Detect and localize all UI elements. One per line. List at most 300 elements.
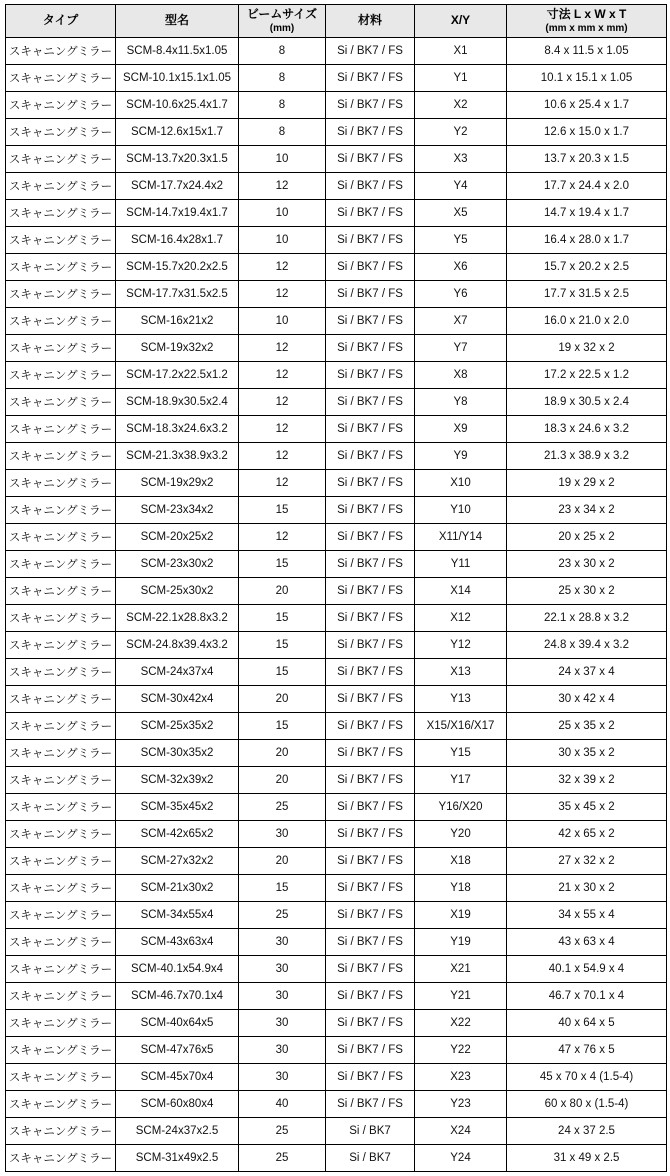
table-row bbox=[6, 335, 667, 362]
cell-type: スキャニングミラー bbox=[6, 578, 116, 605]
cell-beam-size: 12 bbox=[239, 335, 326, 362]
cell-material: Si / BK7 / FS bbox=[326, 254, 415, 281]
cell-type: スキャニングミラー bbox=[6, 659, 116, 686]
cell-dimensions: 17.7 x 31.5 x 2.5 bbox=[507, 281, 667, 308]
cell-type: スキャニングミラー bbox=[6, 902, 116, 929]
cell-beam-size: 8 bbox=[239, 119, 326, 146]
cell-material: Si / BK7 / FS bbox=[326, 956, 415, 983]
cell-model: SCM-31x49x2.5 bbox=[116, 1145, 239, 1172]
cell-beam-size: 10 bbox=[239, 200, 326, 227]
cell-material: Si / BK7 / FS bbox=[326, 416, 415, 443]
cell-dimensions: 15.7 x 20.2 x 2.5 bbox=[507, 254, 667, 281]
cell-model: SCM-46.7x70.1x4 bbox=[116, 983, 239, 1010]
cell-dimensions: 8.4 x 11.5 x 1.05 bbox=[507, 38, 667, 65]
cell-type: スキャニングミラー bbox=[6, 335, 116, 362]
cell-dimensions: 31 x 49 x 2.5 bbox=[507, 1145, 667, 1172]
cell-dimensions: 18.9 x 30.5 x 2.4 bbox=[507, 389, 667, 416]
cell-xy: Y21 bbox=[415, 983, 507, 1010]
cell-xy: X19 bbox=[415, 902, 507, 929]
table-row bbox=[6, 686, 667, 713]
cell-material: Si / BK7 / FS bbox=[326, 767, 415, 794]
cell-beam-size: 30 bbox=[239, 821, 326, 848]
cell-type: スキャニングミラー bbox=[6, 65, 116, 92]
cell-xy: Y10 bbox=[415, 497, 507, 524]
cell-dimensions: 42 x 65 x 2 bbox=[507, 821, 667, 848]
cell-model: SCM-60x80x4 bbox=[116, 1091, 239, 1118]
cell-beam-size: 25 bbox=[239, 1145, 326, 1172]
cell-dimensions: 12.6 x 15.0 x 1.7 bbox=[507, 119, 667, 146]
cell-model: SCM-19x29x2 bbox=[116, 470, 239, 497]
cell-xy: Y5 bbox=[415, 227, 507, 254]
cell-type: スキャニングミラー bbox=[6, 740, 116, 767]
table-row bbox=[6, 254, 667, 281]
cell-model: SCM-24x37x2.5 bbox=[116, 1118, 239, 1145]
cell-beam-size: 30 bbox=[239, 956, 326, 983]
cell-beam-size: 30 bbox=[239, 929, 326, 956]
cell-dimensions: 40.1 x 54.9 x 4 bbox=[507, 956, 667, 983]
cell-dimensions: 24 x 37 x 4 bbox=[507, 659, 667, 686]
cell-type: スキャニングミラー bbox=[6, 146, 116, 173]
cell-xy: Y19 bbox=[415, 929, 507, 956]
cell-type: スキャニングミラー bbox=[6, 1118, 116, 1145]
table-row bbox=[6, 119, 667, 146]
cell-model: SCM-30x42x4 bbox=[116, 686, 239, 713]
cell-model: SCM-27x32x2 bbox=[116, 848, 239, 875]
cell-model: SCM-10.1x15.1x1.05 bbox=[116, 65, 239, 92]
cell-type: スキャニングミラー bbox=[6, 956, 116, 983]
cell-dimensions: 21 x 30 x 2 bbox=[507, 875, 667, 902]
cell-beam-size: 12 bbox=[239, 524, 326, 551]
cell-xy: Y6 bbox=[415, 281, 507, 308]
cell-beam-size: 12 bbox=[239, 281, 326, 308]
cell-xy: Y12 bbox=[415, 632, 507, 659]
cell-material: Si / BK7 / FS bbox=[326, 929, 415, 956]
cell-material: Si / BK7 / FS bbox=[326, 686, 415, 713]
table-row bbox=[6, 1118, 667, 1145]
cell-material: Si / BK7 / FS bbox=[326, 173, 415, 200]
cell-xy: X3 bbox=[415, 146, 507, 173]
cell-xy: X10 bbox=[415, 470, 507, 497]
cell-beam-size: 15 bbox=[239, 632, 326, 659]
cell-xy: Y20 bbox=[415, 821, 507, 848]
cell-beam-size: 12 bbox=[239, 362, 326, 389]
cell-xy: Y17 bbox=[415, 767, 507, 794]
table-row bbox=[6, 767, 667, 794]
cell-model: SCM-10.6x25.4x1.7 bbox=[116, 92, 239, 119]
cell-model: SCM-13.7x20.3x1.5 bbox=[116, 146, 239, 173]
cell-material: Si / BK7 / FS bbox=[326, 308, 415, 335]
table-row bbox=[6, 65, 667, 92]
cell-material: Si / BK7 / FS bbox=[326, 497, 415, 524]
cell-beam-size: 10 bbox=[239, 227, 326, 254]
cell-dimensions: 17.7 x 24.4 x 2.0 bbox=[507, 173, 667, 200]
cell-xy: X2 bbox=[415, 92, 507, 119]
scanning-mirror-spec-table bbox=[5, 4, 667, 1172]
cell-material: Si / BK7 / FS bbox=[326, 605, 415, 632]
cell-type: スキャニングミラー bbox=[6, 389, 116, 416]
cell-xy: Y24 bbox=[415, 1145, 507, 1172]
cell-beam-size: 20 bbox=[239, 767, 326, 794]
cell-material: Si / BK7 / FS bbox=[326, 1010, 415, 1037]
cell-xy: X23 bbox=[415, 1064, 507, 1091]
table-row bbox=[6, 848, 667, 875]
cell-beam-size: 12 bbox=[239, 254, 326, 281]
cell-dimensions: 47 x 76 x 5 bbox=[507, 1037, 667, 1064]
cell-xy: Y18 bbox=[415, 875, 507, 902]
cell-dimensions: 24 x 37 2.5 bbox=[507, 1118, 667, 1145]
table-header bbox=[6, 5, 667, 38]
cell-beam-size: 25 bbox=[239, 902, 326, 929]
cell-dimensions: 14.7 x 19.4 x 1.7 bbox=[507, 200, 667, 227]
cell-dimensions: 22.1 x 28.8 x 3.2 bbox=[507, 605, 667, 632]
cell-material: Si / BK7 / FS bbox=[326, 740, 415, 767]
table-row bbox=[6, 497, 667, 524]
cell-beam-size: 12 bbox=[239, 443, 326, 470]
cell-material: Si / BK7 / FS bbox=[326, 1037, 415, 1064]
cell-type: スキャニングミラー bbox=[6, 632, 116, 659]
column-header-material bbox=[326, 5, 415, 38]
cell-xy: Y8 bbox=[415, 389, 507, 416]
column-header-dimensions bbox=[507, 5, 667, 38]
cell-type: スキャニングミラー bbox=[6, 929, 116, 956]
cell-beam-size: 20 bbox=[239, 848, 326, 875]
cell-beam-size: 12 bbox=[239, 173, 326, 200]
table-row bbox=[6, 902, 667, 929]
cell-xy: X18 bbox=[415, 848, 507, 875]
cell-model: SCM-30x35x2 bbox=[116, 740, 239, 767]
cell-beam-size: 30 bbox=[239, 983, 326, 1010]
cell-xy: Y4 bbox=[415, 173, 507, 200]
cell-xy: Y7 bbox=[415, 335, 507, 362]
cell-material: Si / BK7 / FS bbox=[326, 659, 415, 686]
cell-dimensions: 16.4 x 28.0 x 1.7 bbox=[507, 227, 667, 254]
cell-dimensions: 40 x 64 x 5 bbox=[507, 1010, 667, 1037]
cell-xy: Y11 bbox=[415, 551, 507, 578]
cell-material: Si / BK7 / FS bbox=[326, 65, 415, 92]
cell-beam-size: 10 bbox=[239, 146, 326, 173]
cell-xy: X9 bbox=[415, 416, 507, 443]
cell-xy: X6 bbox=[415, 254, 507, 281]
column-header-label: タイプ bbox=[42, 13, 79, 28]
cell-beam-size: 15 bbox=[239, 875, 326, 902]
cell-material: Si / BK7 / FS bbox=[326, 524, 415, 551]
table-row bbox=[6, 1091, 667, 1118]
cell-dimensions: 18.3 x 24.6 x 3.2 bbox=[507, 416, 667, 443]
table-row bbox=[6, 443, 667, 470]
table-row bbox=[6, 227, 667, 254]
cell-beam-size: 20 bbox=[239, 740, 326, 767]
cell-material: Si / BK7 / FS bbox=[326, 578, 415, 605]
cell-xy: X24 bbox=[415, 1118, 507, 1145]
cell-beam-size: 10 bbox=[239, 308, 326, 335]
cell-type: スキャニングミラー bbox=[6, 470, 116, 497]
cell-dimensions: 30 x 35 x 2 bbox=[507, 740, 667, 767]
cell-model: SCM-25x35x2 bbox=[116, 713, 239, 740]
cell-xy: X14 bbox=[415, 578, 507, 605]
cell-beam-size: 15 bbox=[239, 659, 326, 686]
cell-model: SCM-18.3x24.6x3.2 bbox=[116, 416, 239, 443]
cell-model: SCM-24x37x4 bbox=[116, 659, 239, 686]
table-row bbox=[6, 308, 667, 335]
cell-beam-size: 8 bbox=[239, 65, 326, 92]
cell-dimensions: 23 x 34 x 2 bbox=[507, 497, 667, 524]
cell-type: スキャニングミラー bbox=[6, 443, 116, 470]
cell-material: Si / BK7 / FS bbox=[326, 470, 415, 497]
column-header-label: 寸法 L x W x T bbox=[546, 7, 627, 22]
table-row bbox=[6, 740, 667, 767]
cell-beam-size: 20 bbox=[239, 686, 326, 713]
cell-model: SCM-14.7x19.4x1.7 bbox=[116, 200, 239, 227]
cell-type: スキャニングミラー bbox=[6, 1037, 116, 1064]
cell-dimensions: 30 x 42 x 4 bbox=[507, 686, 667, 713]
cell-material: Si / BK7 / FS bbox=[326, 713, 415, 740]
cell-xy: X8 bbox=[415, 362, 507, 389]
cell-type: スキャニングミラー bbox=[6, 605, 116, 632]
table-row bbox=[6, 713, 667, 740]
cell-material: Si / BK7 / FS bbox=[326, 200, 415, 227]
cell-beam-size: 25 bbox=[239, 1118, 326, 1145]
cell-dimensions: 23 x 30 x 2 bbox=[507, 551, 667, 578]
table-body bbox=[6, 38, 667, 1172]
cell-beam-size: 12 bbox=[239, 389, 326, 416]
cell-xy: X5 bbox=[415, 200, 507, 227]
cell-beam-size: 15 bbox=[239, 713, 326, 740]
cell-type: スキャニングミラー bbox=[6, 254, 116, 281]
cell-model: SCM-8.4x11.5x1.05 bbox=[116, 38, 239, 65]
cell-model: SCM-21x30x2 bbox=[116, 875, 239, 902]
table-row bbox=[6, 146, 667, 173]
cell-dimensions: 10.1 x 15.1 x 1.05 bbox=[507, 65, 667, 92]
cell-xy: X11/Y14 bbox=[415, 524, 507, 551]
cell-model: SCM-32x39x2 bbox=[116, 767, 239, 794]
cell-dimensions: 24.8 x 39.4 x 3.2 bbox=[507, 632, 667, 659]
cell-beam-size: 12 bbox=[239, 416, 326, 443]
cell-material: Si / BK7 / FS bbox=[326, 443, 415, 470]
cell-xy: Y23 bbox=[415, 1091, 507, 1118]
cell-xy: X1 bbox=[415, 38, 507, 65]
table-row bbox=[6, 173, 667, 200]
cell-beam-size: 30 bbox=[239, 1010, 326, 1037]
cell-model: SCM-21.3x38.9x3.2 bbox=[116, 443, 239, 470]
table-row bbox=[6, 821, 667, 848]
cell-model: SCM-35x45x2 bbox=[116, 794, 239, 821]
column-header-label: X/Y bbox=[450, 13, 471, 28]
column-header-type bbox=[6, 5, 116, 38]
cell-dimensions: 25 x 30 x 2 bbox=[507, 578, 667, 605]
table-row bbox=[6, 632, 667, 659]
table-row bbox=[6, 389, 667, 416]
cell-dimensions: 43 x 63 x 4 bbox=[507, 929, 667, 956]
column-header-unit: (mm) bbox=[269, 22, 295, 34]
cell-dimensions: 10.6 x 25.4 x 1.7 bbox=[507, 92, 667, 119]
cell-material: Si / BK7 / FS bbox=[326, 335, 415, 362]
table-row bbox=[6, 983, 667, 1010]
cell-xy: X7 bbox=[415, 308, 507, 335]
cell-model: SCM-17.2x22.5x1.2 bbox=[116, 362, 239, 389]
cell-beam-size: 40 bbox=[239, 1091, 326, 1118]
cell-type: スキャニングミラー bbox=[6, 875, 116, 902]
table-row bbox=[6, 551, 667, 578]
table-row bbox=[6, 1010, 667, 1037]
cell-beam-size: 30 bbox=[239, 1064, 326, 1091]
table-row bbox=[6, 1064, 667, 1091]
cell-type: スキャニングミラー bbox=[6, 497, 116, 524]
table-header-row bbox=[6, 5, 667, 38]
column-header-xy bbox=[415, 5, 507, 38]
cell-material: Si / BK7 / FS bbox=[326, 362, 415, 389]
cell-beam-size: 8 bbox=[239, 38, 326, 65]
cell-type: スキャニングミラー bbox=[6, 38, 116, 65]
cell-xy: Y9 bbox=[415, 443, 507, 470]
cell-dimensions: 46.7 x 70.1 x 4 bbox=[507, 983, 667, 1010]
table-row bbox=[6, 1037, 667, 1064]
cell-material: Si / BK7 / FS bbox=[326, 146, 415, 173]
cell-model: SCM-25x30x2 bbox=[116, 578, 239, 605]
cell-beam-size: 8 bbox=[239, 92, 326, 119]
cell-dimensions: 34 x 55 x 4 bbox=[507, 902, 667, 929]
cell-type: スキャニングミラー bbox=[6, 794, 116, 821]
cell-beam-size: 15 bbox=[239, 497, 326, 524]
cell-type: スキャニングミラー bbox=[6, 362, 116, 389]
cell-type: スキャニングミラー bbox=[6, 173, 116, 200]
table-row bbox=[6, 578, 667, 605]
cell-model: SCM-23x30x2 bbox=[116, 551, 239, 578]
cell-model: SCM-47x76x5 bbox=[116, 1037, 239, 1064]
cell-material: Si / BK7 / FS bbox=[326, 551, 415, 578]
cell-beam-size: 15 bbox=[239, 551, 326, 578]
table-row bbox=[6, 524, 667, 551]
cell-model: SCM-43x63x4 bbox=[116, 929, 239, 956]
cell-type: スキャニングミラー bbox=[6, 848, 116, 875]
cell-type: スキャニングミラー bbox=[6, 524, 116, 551]
cell-beam-size: 25 bbox=[239, 794, 326, 821]
cell-dimensions: 60 x 80 x (1.5-4) bbox=[507, 1091, 667, 1118]
cell-type: スキャニングミラー bbox=[6, 713, 116, 740]
table-row bbox=[6, 470, 667, 497]
cell-model: SCM-15.7x20.2x2.5 bbox=[116, 254, 239, 281]
cell-model: SCM-20x25x2 bbox=[116, 524, 239, 551]
cell-xy: Y13 bbox=[415, 686, 507, 713]
cell-type: スキャニングミラー bbox=[6, 1064, 116, 1091]
cell-type: スキャニングミラー bbox=[6, 983, 116, 1010]
cell-model: SCM-24.8x39.4x3.2 bbox=[116, 632, 239, 659]
table-row bbox=[6, 794, 667, 821]
cell-model: SCM-22.1x28.8x3.2 bbox=[116, 605, 239, 632]
column-header-label: ビームサイズ bbox=[246, 7, 318, 22]
table-row bbox=[6, 200, 667, 227]
cell-dimensions: 17.2 x 22.5 x 1.2 bbox=[507, 362, 667, 389]
cell-dimensions: 35 x 45 x 2 bbox=[507, 794, 667, 821]
cell-xy: X22 bbox=[415, 1010, 507, 1037]
cell-xy: X21 bbox=[415, 956, 507, 983]
cell-model: SCM-34x55x4 bbox=[116, 902, 239, 929]
cell-material: Si / BK7 / FS bbox=[326, 281, 415, 308]
cell-material: Si / BK7 bbox=[326, 1145, 415, 1172]
cell-xy: X12 bbox=[415, 605, 507, 632]
column-header-unit: (mm x mm x mm) bbox=[545, 22, 628, 34]
cell-material: Si / BK7 / FS bbox=[326, 848, 415, 875]
cell-beam-size: 30 bbox=[239, 1037, 326, 1064]
cell-model: SCM-45x70x4 bbox=[116, 1064, 239, 1091]
cell-material: Si / BK7 / FS bbox=[326, 227, 415, 254]
cell-material: Si / BK7 / FS bbox=[326, 632, 415, 659]
cell-model: SCM-18.9x30.5x2.4 bbox=[116, 389, 239, 416]
table-row bbox=[6, 362, 667, 389]
cell-material: Si / BK7 / FS bbox=[326, 821, 415, 848]
cell-xy: Y22 bbox=[415, 1037, 507, 1064]
cell-type: スキャニングミラー bbox=[6, 416, 116, 443]
table-row bbox=[6, 416, 667, 443]
cell-model: SCM-17.7x31.5x2.5 bbox=[116, 281, 239, 308]
cell-xy: Y1 bbox=[415, 65, 507, 92]
cell-material: Si / BK7 / FS bbox=[326, 1064, 415, 1091]
column-header-beam-size bbox=[239, 5, 326, 38]
table-row bbox=[6, 38, 667, 65]
table-row bbox=[6, 929, 667, 956]
table-row bbox=[6, 281, 667, 308]
cell-model: SCM-12.6x15x1.7 bbox=[116, 119, 239, 146]
cell-model: SCM-16.4x28x1.7 bbox=[116, 227, 239, 254]
cell-dimensions: 45 x 70 x 4 (1.5-4) bbox=[507, 1064, 667, 1091]
cell-model: SCM-16x21x2 bbox=[116, 308, 239, 335]
table-row bbox=[6, 1145, 667, 1172]
cell-beam-size: 20 bbox=[239, 578, 326, 605]
table-row bbox=[6, 659, 667, 686]
cell-type: スキャニングミラー bbox=[6, 308, 116, 335]
cell-dimensions: 20 x 25 x 2 bbox=[507, 524, 667, 551]
cell-xy: Y15 bbox=[415, 740, 507, 767]
cell-xy: Y16/X20 bbox=[415, 794, 507, 821]
cell-dimensions: 19 x 32 x 2 bbox=[507, 335, 667, 362]
cell-type: スキャニングミラー bbox=[6, 551, 116, 578]
cell-dimensions: 32 x 39 x 2 bbox=[507, 767, 667, 794]
table-row bbox=[6, 875, 667, 902]
cell-model: SCM-17.7x24.4x2 bbox=[116, 173, 239, 200]
cell-model: SCM-19x32x2 bbox=[116, 335, 239, 362]
cell-type: スキャニングミラー bbox=[6, 767, 116, 794]
column-header-label: 材料 bbox=[357, 13, 382, 28]
cell-model: SCM-40x64x5 bbox=[116, 1010, 239, 1037]
cell-material: Si / BK7 / FS bbox=[326, 389, 415, 416]
cell-type: スキャニングミラー bbox=[6, 92, 116, 119]
cell-type: スキャニングミラー bbox=[6, 1145, 116, 1172]
cell-dimensions: 19 x 29 x 2 bbox=[507, 470, 667, 497]
cell-xy: Y2 bbox=[415, 119, 507, 146]
table-row bbox=[6, 92, 667, 119]
column-header-model bbox=[116, 5, 239, 38]
cell-beam-size: 12 bbox=[239, 470, 326, 497]
cell-model: SCM-23x34x2 bbox=[116, 497, 239, 524]
cell-material: Si / BK7 bbox=[326, 1118, 415, 1145]
cell-type: スキャニングミラー bbox=[6, 227, 116, 254]
cell-material: Si / BK7 / FS bbox=[326, 1091, 415, 1118]
cell-material: Si / BK7 / FS bbox=[326, 794, 415, 821]
cell-material: Si / BK7 / FS bbox=[326, 902, 415, 929]
column-header-label: 型名 bbox=[164, 13, 189, 28]
cell-material: Si / BK7 / FS bbox=[326, 983, 415, 1010]
cell-xy: X13 bbox=[415, 659, 507, 686]
cell-type: スキャニングミラー bbox=[6, 119, 116, 146]
cell-type: スキャニングミラー bbox=[6, 686, 116, 713]
cell-material: Si / BK7 / FS bbox=[326, 38, 415, 65]
cell-xy: X15/X16/X17 bbox=[415, 713, 507, 740]
cell-model: SCM-40.1x54.9x4 bbox=[116, 956, 239, 983]
cell-type: スキャニングミラー bbox=[6, 1010, 116, 1037]
cell-dimensions: 21.3 x 38.9 x 3.2 bbox=[507, 443, 667, 470]
table-row bbox=[6, 605, 667, 632]
cell-dimensions: 13.7 x 20.3 x 1.5 bbox=[507, 146, 667, 173]
cell-type: スキャニングミラー bbox=[6, 1091, 116, 1118]
